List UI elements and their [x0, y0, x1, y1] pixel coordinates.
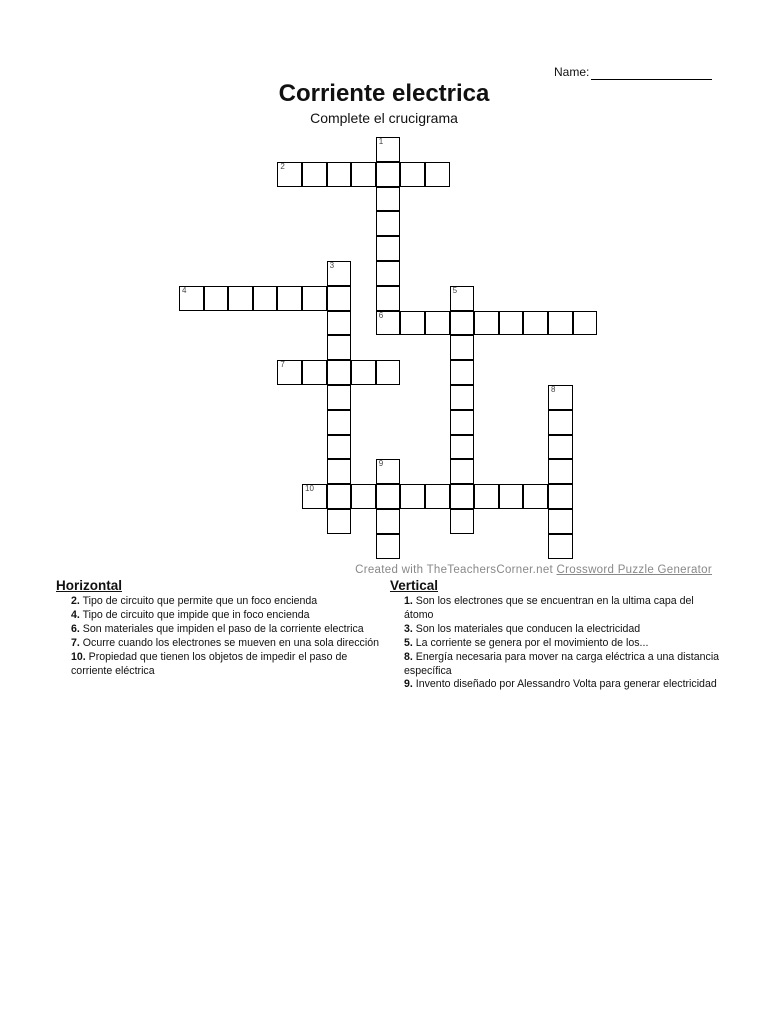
crossword-cell[interactable] — [523, 484, 548, 509]
crossword-cell[interactable] — [327, 162, 352, 187]
crossword-cell[interactable] — [450, 311, 475, 336]
crossword-cell[interactable] — [376, 211, 401, 236]
crossword-cell[interactable] — [277, 286, 302, 311]
clue-number: 10 — [305, 484, 314, 494]
credit-line — [355, 564, 712, 576]
crossword-cell[interactable] — [573, 311, 598, 336]
crossword-cell[interactable] — [474, 311, 499, 336]
crossword-cell[interactable] — [204, 286, 229, 311]
crossword-cell[interactable] — [450, 360, 475, 385]
clue-item-number: 1. — [404, 595, 413, 607]
clue-number: 8 — [551, 385, 556, 394]
vertical-clues — [404, 595, 720, 692]
crossword-cell[interactable] — [351, 162, 376, 187]
clue-item — [404, 623, 720, 637]
crossword-cell[interactable] — [327, 286, 352, 311]
clue-number: 1 — [378, 137, 384, 146]
crossword-cell[interactable] — [425, 484, 450, 509]
clue-item-number: 5. — [404, 636, 413, 649]
crossword-cell[interactable] — [376, 236, 401, 261]
crossword-cell[interactable] — [302, 360, 327, 385]
crossword-cell[interactable] — [499, 311, 524, 336]
crossword-cell[interactable] — [450, 286, 475, 311]
vertical-heading: Vertical — [390, 578, 439, 593]
clue-number: 9 — [378, 459, 384, 469]
clue-item — [404, 678, 720, 692]
crossword-cell[interactable] — [376, 311, 401, 336]
generator-link[interactable]: Crossword Puzzle Generator — [556, 564, 712, 576]
crossword-cell[interactable] — [523, 311, 548, 336]
clue-item-number: 7. — [71, 636, 80, 649]
clue-item-text: Ocurre cuando los electrones se mueven en una sola dirección — [79, 636, 379, 649]
crossword-cell[interactable] — [474, 484, 499, 509]
crossword-cell[interactable] — [425, 311, 450, 336]
clue-item-text: Tipo de circuito que impide que in foco encienda — [79, 608, 310, 621]
crossword-cell[interactable] — [351, 360, 376, 385]
crossword-cell[interactable] — [327, 261, 352, 286]
crossword-cell[interactable] — [327, 459, 352, 484]
crossword-cell[interactable] — [400, 311, 425, 336]
crossword-cell[interactable] — [327, 311, 352, 336]
crossword-cell[interactable] — [376, 534, 401, 559]
clue-item-number: 9. — [404, 678, 413, 691]
crossword-cell[interactable] — [376, 261, 401, 286]
crossword-cell[interactable] — [499, 484, 524, 509]
crossword-cell[interactable] — [450, 459, 475, 484]
crossword-cell[interactable] — [228, 286, 253, 311]
crossword-cell[interactable] — [376, 360, 401, 385]
crossword-cell[interactable] — [548, 311, 573, 336]
clue-number: 7 — [280, 360, 285, 370]
crossword-cell[interactable] — [376, 187, 401, 212]
credit-prefix: Created with TheTeachersCorner.net — [355, 564, 557, 576]
crossword-cell[interactable] — [327, 360, 352, 385]
clue-number: 2 — [280, 161, 285, 171]
crossword-cell[interactable] — [351, 484, 376, 509]
clue-item — [404, 595, 720, 623]
clue-number: 5 — [452, 285, 458, 295]
crossword-cell[interactable] — [302, 286, 327, 311]
crossword-cell[interactable] — [179, 286, 204, 311]
crossword-cell[interactable] — [253, 286, 278, 311]
crossword-cell[interactable] — [376, 509, 401, 534]
crossword-cell[interactable] — [376, 286, 401, 311]
name-label: Name: — [554, 65, 590, 79]
crossword-cell[interactable] — [327, 484, 352, 509]
clue-item — [71, 623, 389, 637]
clue-item-text: Energía necesaria para mover na carga eléctrica a una distancia específica — [404, 650, 720, 677]
clue-number: 4 — [182, 285, 187, 295]
clue-item-number: 10. — [71, 650, 86, 663]
crossword-cell[interactable] — [327, 410, 352, 435]
clue-item-number: 2. — [71, 595, 80, 607]
crossword-cell[interactable] — [400, 162, 425, 187]
crossword-cell[interactable] — [376, 137, 401, 162]
crossword-cell[interactable] — [548, 509, 573, 534]
crossword-cell[interactable] — [548, 484, 573, 509]
crossword-cell[interactable] — [450, 509, 475, 534]
crossword-cell[interactable] — [302, 484, 327, 509]
crossword-cell[interactable] — [376, 459, 401, 484]
clue-item — [71, 651, 389, 679]
crossword-cell[interactable] — [376, 484, 401, 509]
clue-item-text: La corriente se genera por el movimiento de los... — [412, 636, 649, 649]
crossword-cell[interactable] — [450, 435, 475, 460]
clue-item — [404, 651, 720, 679]
horizontal-clues — [71, 595, 389, 678]
crossword-cell[interactable] — [450, 484, 475, 509]
crossword-cell[interactable] — [327, 335, 352, 360]
clue-item-text: Propiedad que tienen los objetos de impedir el paso de corriente eléctrica — [71, 650, 348, 677]
crossword-cell[interactable] — [450, 335, 475, 360]
clue-number: 3 — [329, 261, 335, 270]
clue-item-text: Son los electrones que se encuentran en la ultima capa del átomo — [404, 595, 694, 621]
clue-item-number: 4. — [71, 608, 80, 621]
crossword-cell[interactable] — [548, 435, 573, 460]
crossword-cell[interactable] — [277, 162, 302, 187]
clue-number: 6 — [378, 310, 384, 320]
clue-item-text: Tipo de circuito que permite que un foco encienda — [79, 595, 318, 607]
clue-item — [404, 637, 720, 651]
clue-item-text: Son los materiales que conducen la electricidad — [412, 622, 641, 635]
crossword-cell[interactable] — [277, 360, 302, 385]
clue-item-number: 3. — [404, 622, 413, 635]
crossword-cell[interactable] — [302, 162, 327, 187]
clue-item — [71, 609, 389, 623]
clue-item — [71, 595, 389, 609]
clue-item-text: Son materiales que impiden el paso de la corriente electrica — [79, 622, 364, 635]
clue-item-number: 6. — [71, 622, 80, 635]
crossword-cell[interactable] — [327, 435, 352, 460]
clue-item-text: Invento diseñado por Alessandro Volta para generar electricidad — [412, 678, 717, 691]
crossword-cell[interactable] — [548, 459, 573, 484]
crossword-cell[interactable] — [450, 410, 475, 435]
crossword-cell[interactable] — [327, 385, 352, 410]
page-subtitle: Complete el crucigrama — [310, 110, 458, 126]
crossword-cell[interactable] — [548, 410, 573, 435]
crossword-cell[interactable] — [548, 534, 573, 559]
clue-item-number: 8. — [404, 650, 413, 663]
crossword-cell[interactable] — [327, 509, 352, 534]
crossword-cell[interactable] — [450, 385, 475, 410]
crossword-cell[interactable] — [425, 162, 450, 187]
horizontal-heading: Horizontal — [56, 578, 122, 593]
crossword-cell[interactable] — [400, 484, 425, 509]
page-title: Corriente electrica — [278, 80, 490, 107]
clue-item — [71, 637, 389, 651]
crossword-cell[interactable] — [548, 385, 573, 410]
crossword-cell[interactable] — [376, 162, 401, 187]
